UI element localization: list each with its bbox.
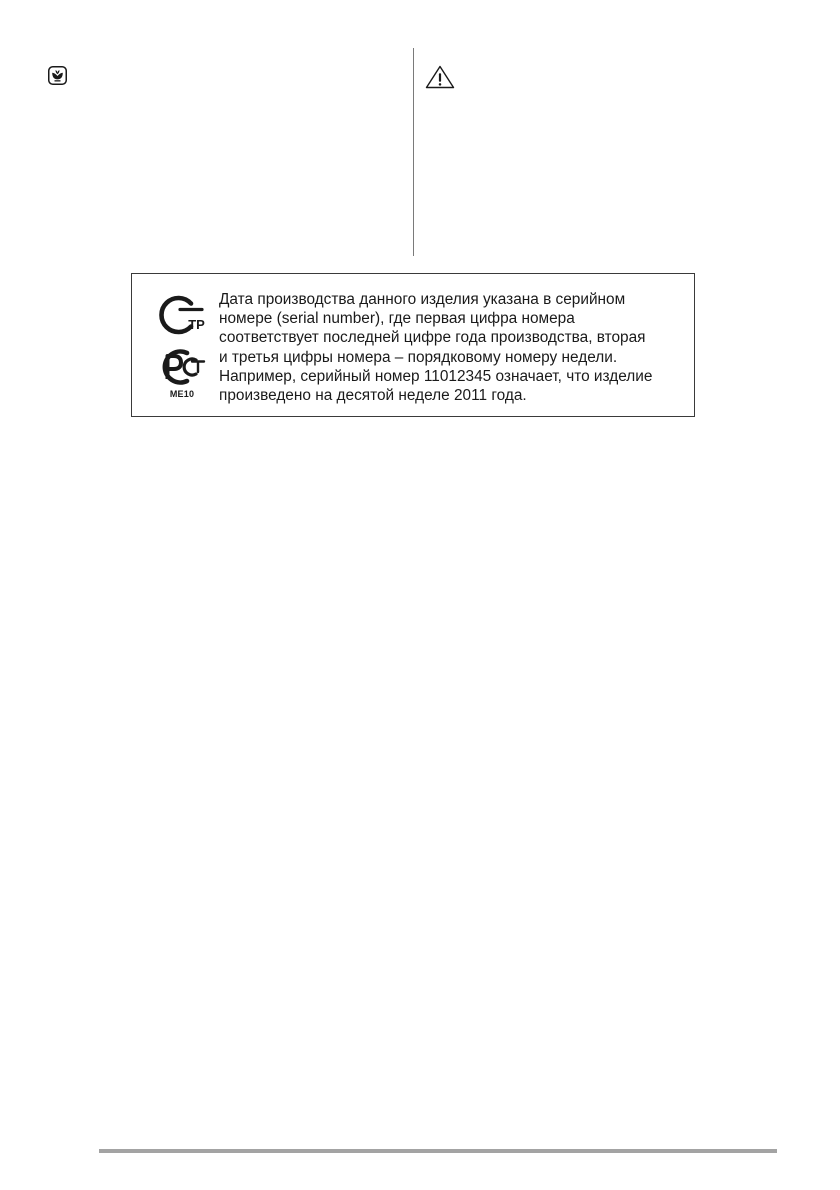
environment-leaf-icon: [48, 66, 67, 85]
rst-mark-code: ME10: [169, 389, 195, 399]
column-divider: [413, 48, 414, 256]
note-line: Например, серийный номер 11012345 означает, что изделие: [219, 367, 653, 385]
note-line: произведено на десятой неделе 2011 года.: [219, 387, 527, 405]
note-line: соответствует последней цифре года производства, вторая: [219, 329, 646, 347]
warning-triangle-icon: [425, 65, 455, 89]
footer-rule: [99, 1149, 777, 1153]
certification-box: [131, 273, 695, 417]
note-line: и третья цифры номера – порядковому номеру недели.: [219, 348, 618, 366]
note-line: Дата производства данного изделия указана в серийном: [219, 291, 626, 308]
manufacture-date-note: [219, 290, 689, 405]
rst-pct-mark-icon: [154, 345, 210, 389]
gost-tr-mark-icon: [154, 293, 210, 337]
note-line: номере (serial number), где первая цифра номера: [219, 310, 575, 328]
svg-text:TP: TP: [188, 317, 205, 332]
